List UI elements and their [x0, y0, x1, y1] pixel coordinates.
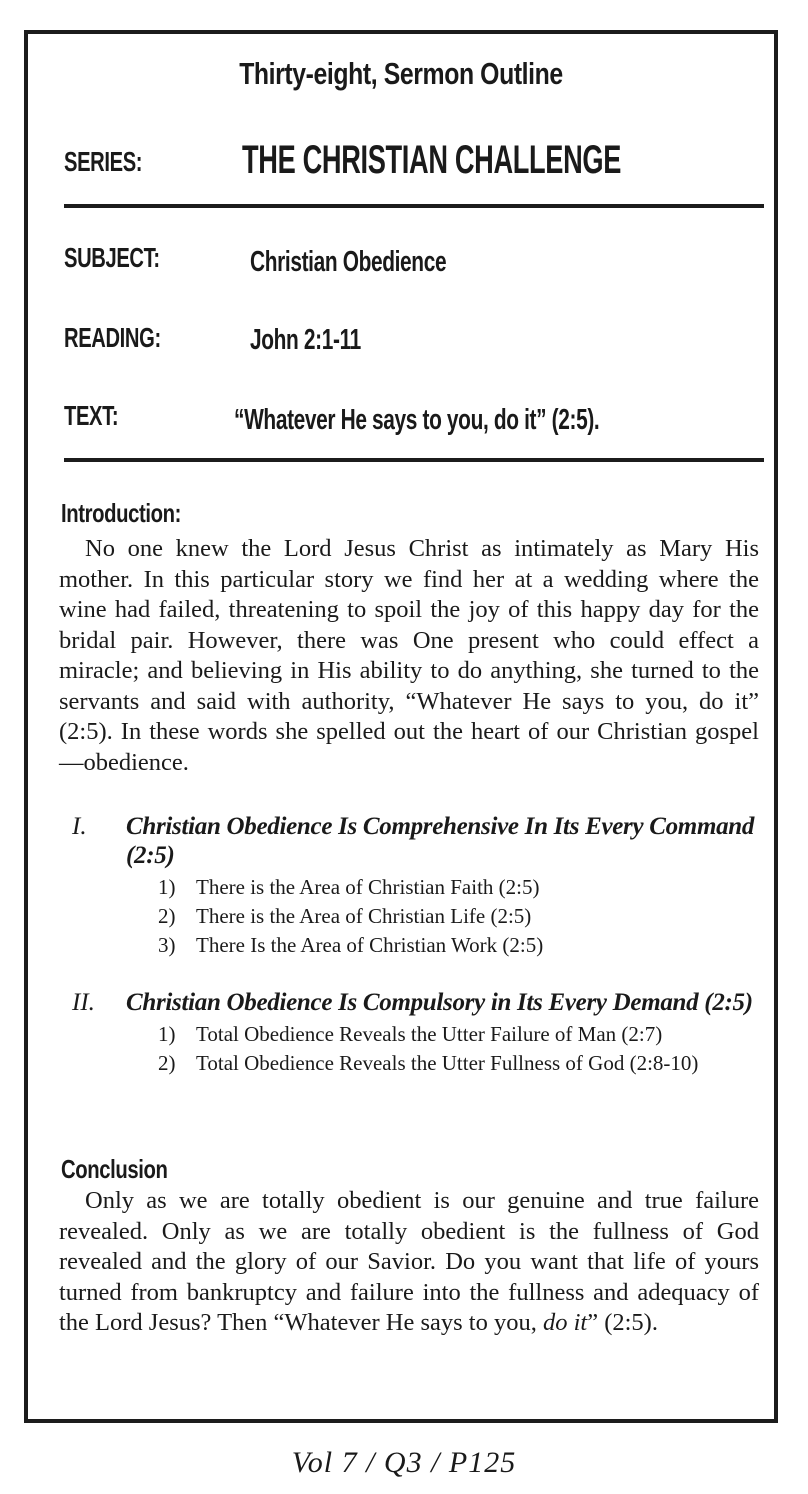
reading-value: John 2:1-11: [250, 324, 361, 356]
subpoint-text: There Is the Area of Christian Work (2:5): [196, 933, 544, 957]
subpoint-number: 2): [158, 1051, 176, 1075]
point-2-numeral: II.: [72, 989, 95, 1016]
subpoint-text: There is the Area of Christian Faith (2:5): [196, 875, 540, 899]
point-1-heading: Christian Obedience Is Comprehensive In Its Every Command (2:5): [126, 813, 755, 869]
list-item: [158, 1049, 762, 1078]
introduction-heading: Introduction:: [61, 498, 181, 528]
introduction-paragraph: No one knew the Lord Jesus Christ as intimately as Mary His mother. In this particular story we find her at a wedding where the wine had failed, threatening to spoil the joy of this happy day for the bridal pair. However, there was One present who could effect a miracle; and believing in His ability to do anything, she turned to the servants and said with authority, “Whatever He says to you, do it” (2:5). In these words she spelled out the heart of our Christian gospel—obedience.: [59, 535, 759, 776]
subpoint-number: 2): [158, 904, 176, 928]
series-label: SERIES:: [64, 146, 143, 177]
list-item: [158, 902, 762, 931]
subpoint-text: There is the Area of Christian Life (2:5): [196, 904, 532, 928]
list-item: [158, 1020, 762, 1049]
outline-title: Thirty-eight, Sermon Outline: [239, 56, 563, 91]
conclusion-text-end: ” (2:5).: [587, 1309, 658, 1336]
subject-value: Christian Obedience: [250, 246, 447, 278]
subject-label: SUBJECT:: [64, 242, 160, 273]
divider-bottom: [64, 458, 764, 462]
point-2-subpoints: [158, 1020, 762, 1078]
conclusion-paragraph: [59, 1186, 759, 1339]
point-1-subpoints: [158, 873, 762, 960]
list-item: [158, 931, 762, 960]
point-2: [72, 988, 762, 1078]
conclusion-text-main: Only as we are totally obedient is our genuine and true failure revealed. Only as we are totally obedient is the fullness of God revealed and the glory of our Savior. Do you want that life of yours turned from bankruptcy and failure into the fullness and adequacy of the Lord Jesus? Then “Whatever He says to you,: [59, 1187, 759, 1336]
text-value: “Whatever He says to you, do it” (2:5).: [234, 404, 600, 436]
text-label: TEXT:: [64, 400, 119, 431]
point-1: [72, 812, 762, 960]
subpoint-text: Total Obedience Reveals the Utter Failure of Man (2:7): [196, 1022, 663, 1046]
reading-label: READING:: [64, 322, 161, 353]
point-1-numeral: I.: [72, 813, 87, 840]
outline-frame: [24, 30, 778, 1423]
point-2-heading: Christian Obedience Is Compulsory in Its Every Demand (2:5): [126, 989, 753, 1016]
series-value: THE CHRISTIAN CHALLENGE: [242, 138, 622, 182]
subpoint-text: Total Obedience Reveals the Utter Fullness of God (2:8-10): [196, 1051, 699, 1075]
conclusion-heading: Conclusion: [61, 1154, 168, 1184]
conclusion-text-emphasis: do it: [542, 1309, 588, 1336]
list-item: [158, 873, 762, 902]
divider-top: [64, 204, 764, 208]
subpoint-number: 1): [158, 1022, 176, 1046]
subpoint-number: 3): [158, 933, 176, 957]
page-reference: Vol 7 / Q3 / P125: [291, 1446, 517, 1479]
subpoint-number: 1): [158, 875, 176, 899]
